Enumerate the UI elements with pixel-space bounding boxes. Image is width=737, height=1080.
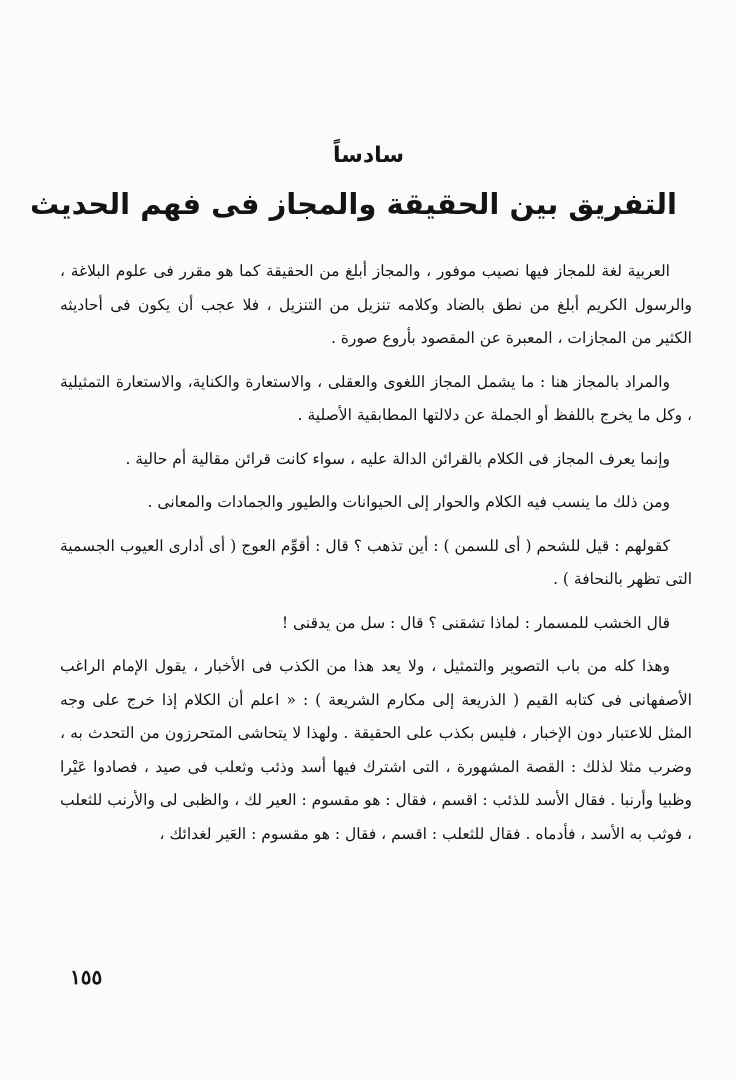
section-header: [30, 140, 677, 226]
paragraph-definition: والمراد بالمجاز هنا : ما يشمل المجاز اللغوى والعقلى ، والاستعارة والكناية، والاستعارة التمثيلية ، وكل ما يخرج باللفظ أو الجملة عن دلالتها المطابقية الأصلية .: [60, 372, 692, 424]
section-title: التفريق بين الحقيقة والمجاز فى فهم الحديث: [30, 187, 677, 221]
paragraph-context-clues: وإنما يعرف المجاز فى الكلام بالقرائن الدالة عليه ، سواء كانت قرائن مقالية أم حالية .: [125, 449, 670, 468]
paragraph-quotation: وهذا كله من باب التصوير والتمثيل ، ولا يعد هذا من الكذب فى الأخبار ، يقول الإمام الراغب الأصفهانى فى كتابه القيم ( الذريعة إلى مكارم الشريعة ) : « اعلم أن الكلام إذا خرج على وجه المثل للاعتبار دون الإخبار ، فليس بكذب على الحقيقة . ولهذا لا يتحاشى المتحرزون من التحدث به ، وضرب مثلا لذلك : القصة المشهورة ، التى اشترك فيها أسد وذئب وثعلب فى صيد ، فصادوا عَيْرا وظبيا وأرنبا . فقال الأسد للذئب : اقسم ، فقال : هو مقسوم : العير لك ، والظبى لى والأرنب للثعلب ، فوثب به الأسد ، فأدماه . فقال للثعلب : اقسم ، فقال : هو مقسوم : العَير لغدائك ،: [60, 657, 692, 843]
section-number-heading: سادساً: [332, 143, 405, 168]
paragraph-attribution: ومن ذلك ما ينسب فيه الكلام والحوار إلى الحيوانات والطيور والجمادات والمعانى .: [147, 493, 670, 511]
paragraph-intro: العربية لغة للمجاز فيها نصيب موفور ، والمجاز أبلغ من الحقيقة كما هو مقرر فى علوم البلاغة ، والرسول الكريم أبلغ من نطق بالضاد وكلامه تنزيل من التنزيل ، فلا عجب أن يكون فى أحاديثه الكثير من المجازات ، المعبرة عن المقصود بأروع صورة .: [60, 262, 692, 347]
paragraph-example-nail: قال الخشب للمسمار : لماذا تشقنى ؟ قال : سل من يدقنى !: [281, 613, 670, 632]
page-number: ١٥٥: [70, 965, 103, 989]
body-text: [60, 255, 692, 851]
paragraph-example-fat: كقولهم : قيل للشحم ( أى للسمن ) : أين تذهب ؟ قال : أقوِّم العوج ( أى أدارى العيوب الجسمية التى تظهر بالنحافة ) .: [60, 536, 692, 588]
